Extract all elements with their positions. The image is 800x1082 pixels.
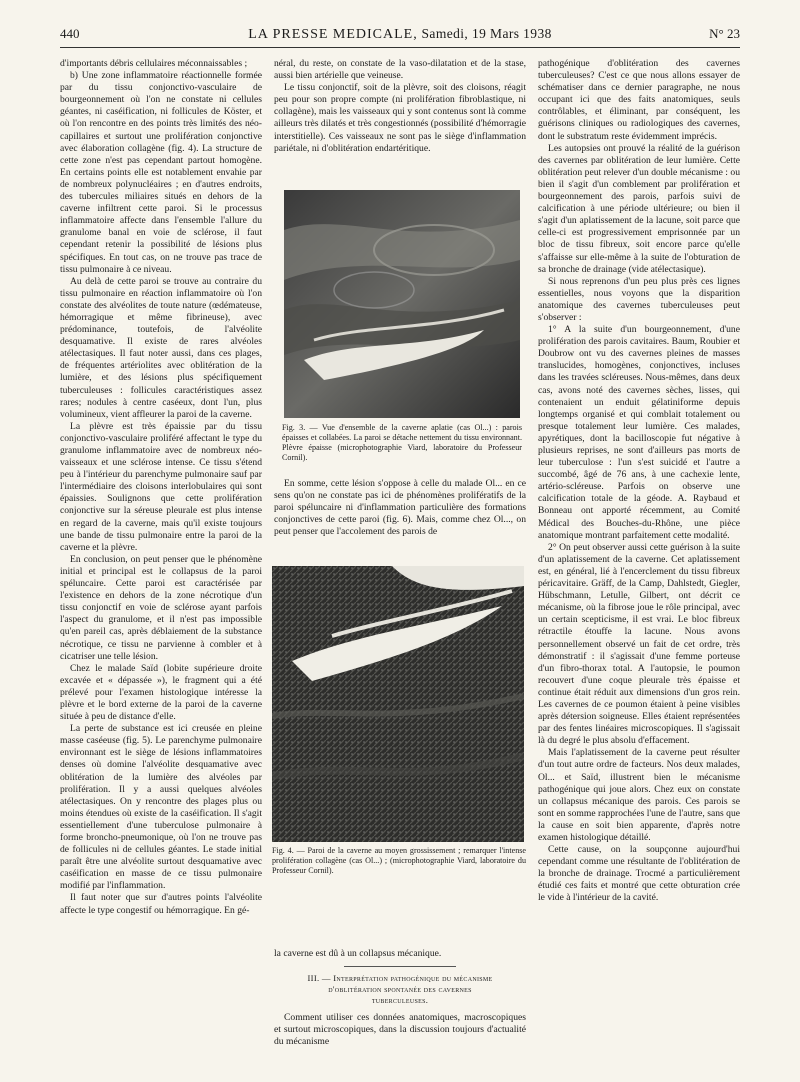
- paragraph: Si nous reprenons d'un peu plus près ces lignes essentielles, nous voyons que la disparition anatomique des cavernes tuberculeuses peut s'observer :: [538, 275, 740, 323]
- paragraph: Au delà de cette paroi se trouve au contraire du tissu pulmonaire en réaction inflammatoire où l'on constate des alvéolites de toute nature (œdémateuse, hémorragique et même fibrineuse), avec prédominance, toutefois, de l'alvéolite desquamative. Il existe de rares alvéoles atélectasiques. Il faut noter aussi, dans ces plages, de fréquentes artériolites avec oblitération de la lumière, et des lésions plus spécifiquement tuberculeuses : follicules caractéristiques assez rares; nodules à centre caséeux, dont l'un, plus volumineux, vient affleurer la paroi de la caverne.: [60, 275, 262, 420]
- paragraph: Cette cause, on la soupçonne aujourd'hui cependant comme une résultante de l'oblitération de la bronche de drainage. Trocmé a particulièrement étudié ces faits et montré que cette obturation crée le vide à l'intérieur de la cavité.: [538, 844, 740, 904]
- micrograph-image: [272, 566, 524, 842]
- journal-name: LA PRESSE MEDICALE,: [248, 27, 418, 42]
- journal-title-line: [60, 26, 740, 43]
- paragraph: La perte de substance est ici creusée en pleine masse caséeuse (fig. 5). Le parenchyme pulmonaire environnant est le siège de lésions inflammatoires denses où domine l'alvéolite desquamative avec oblitération de la lumière des alvéoles par prolifération. Il y a aussi quelques alvéoles atélectasiques. On y rencontre des plages plus ou moins étendues où existe de la caséification. Il s'agit essentiellement d'une tuberculose pulmonaire à forme broncho-pneumonique, où l'on ne trouve pas de follicules ni de cellules géantes. Le stade initial paraît être une alvéolite surtout desquamative avec caséification en masse de ce tissu pulmonaire modifié par l'inflammation.: [60, 723, 262, 892]
- micrograph-image: [284, 190, 520, 418]
- paragraph: 1° A la suite d'un bourgeonnement, d'une prolifération des parois cavitaires. Baum, Roubier et Doubrow ont vu des cavernes pleines de masses translucides, homogènes, conjonctives, incluses dans les travées scléreuses. Nous-mêmes, dans deux cas, avons noté des cavernes sèches, lisses, qui contenaient un enduit gélatiniforme depuis longtemps organisé et qui comblait totalement ou presque totalement leur lumière. Ces malades, apyrétiques, dont la bacilloscopie fut négative à plusieurs reprises, ne sont d'ailleurs pas morts de leur tuberculose : l'un s'est suicidé et l'autre a succombé, âgé de 76 ans, à une cachexie lente, artério-scléreuse. Parfois on observe une calcification totale de la géode. A. Raybaud et Bonneau ont apporté récemment, au Comité Médical des Bouches-du-Rhône, une pièce anatomique montrant parfaitement cette modalité.: [538, 324, 740, 541]
- figure-4-micrograph: [272, 566, 524, 842]
- column-middle-mid: [274, 478, 526, 538]
- figure-3-micrograph: [284, 190, 520, 418]
- paragraph: Le tissu conjonctif, soit de la plèvre, soit des cloisons, réagit peu pour son propre compte (ni prolifération fibroblastique, ni collagène), mais les vaisseaux qui y sont contenus sont là comme ailleurs très dilatés et très congestionnés (possibilité d'hémorragie interstitielle). Ces vaisseaux ne sont pas le siège d'inflammation pariétale, ni d'oblitération endartéritique.: [274, 82, 526, 154]
- paragraph: Mais l'aplatissement de la caverne peut résulter d'un tout autre ordre de facteurs. Nos deux malades, Ol... et Saïd, illustrent bien le mécanisme pathogénique qui joue alors. Chez eux on constate un collapsus mécanique des parois. Ces parois se sont en somme rapprochées l'une de l'autre, sans que la cause en soit bien apparente, d'après notre examen histologique détaillé.: [538, 747, 740, 843]
- figure-3-caption: Fig. 3. — Vue d'ensemble de la caverne aplatie (cas Ol...) : parois épaisses et collabées. La paroi se détache nettement du tissu environnant. Plèvre épaisse (microphotographie Viard, laboratoire du Professeur Cornil).: [282, 423, 522, 462]
- paragraph: Chez le malade Saïd (lobite supérieure droite excavée et « dépassée »), le fragment qui a été prélevé pour l'examen histologique intéresse la plèvre et le bord externe de la paroi de la caverne située à peu de distance d'elle.: [60, 662, 262, 723]
- section-heading-line: III. — Interprétation pathogénique du mécanisme: [307, 973, 493, 984]
- paragraph: la caverne est dû à un collapsus mécanique.: [274, 948, 442, 959]
- running-header: [60, 26, 740, 48]
- issue-number: N° 23: [709, 26, 740, 41]
- section-heading-line: d'oblitération spontanée des cavernes: [328, 984, 472, 995]
- column-left: [60, 58, 262, 917]
- issue-date: Samedi, 19 Mars 1938: [421, 26, 552, 41]
- paragraph: 2° On peut observer aussi cette guérison à la suite d'un aplatissement de la caverne. Cet aplatissement est, en général, lié à l'encerclement du tissu fibreux péricavitaire. Gräff, de la Camp, Dahlstedt, Giegler, Hübschmann, Letulle, Gilbert, ont décrit ce mécanisme, où la fibrose joue le rôle principal, avec un certain scepticisme, il est vrai. Le bloc fibreux rétractile étouffe la lacune. Nous avons personnellement observé un fait de cet ordre, très démonstratif : il s'agissait d'une femme porteuse d'un fibro-thorax total. A l'autopsie, le poumon recouvert d'une coque pleurale très épaisse et continue était réduit aux dimensions d'un gros rein. Les cavernes de ce poumon étaient à peine visibles après détersion soigneuse. Elles étaient représentées par des fentes linéaires microscopiques. Il s'agissait là du degré le plus absolu d'effacement.: [538, 541, 740, 747]
- column-right: [538, 58, 740, 905]
- paragraph: b) Une zone inflammatoire réactionnelle formée par du tissu conjonctivo-vasculaire de bourgeonnement où l'on ne constate ni cellules géantes, ni caséification, ni follicules de Köster, et où l'on rencontre en des points très limités des néo-capillaires et surtout une prolifération conjonctive avec élaboration collagène (fig. 4). La structure de cette zone n'est pas cependant partout homogène. En certains points elle est notablement envahie par de nombreux polynucléaires ; en d'autres endroits, des tubercules miliaires situés en dehors de la caverne infiltrent cette paroi. Si le processus inflammatoire affecte dans l'ensemble l'allure du granulome banal en voie de sclérose, il faut cependant retenir la possibilité de lésions plus spécifiques. En tout cas, on ne trouve pas trace de tissu pulmonaire à ce niveau.: [60, 70, 262, 275]
- section-heading: [274, 973, 526, 1006]
- page-number: 440: [60, 26, 80, 41]
- paragraph: néral, du reste, on constate de la vaso-dilatation et de la stase, aussi bien artérielle que veineuse.: [274, 58, 526, 82]
- paragraph: En somme, cette lésion s'oppose à celle du malade Ol... en ce sens qu'on ne constate pas ici de phénomènes prolifératifs de la paroi spéluncaire ni d'inflammation particulière des formations conjonctives de cette paroi (fig. 6). Mais, comme chez Ol..., on peut penser que l'accolement des parois de: [274, 478, 526, 538]
- header-rule: [60, 47, 740, 48]
- paragraph: Comment utiliser ces données anatomiques, macroscopiques et surtout microscopiques, dans la discussion toujours d'actualité du mécanisme: [274, 1012, 526, 1048]
- section-heading-line: tuberculeuses.: [371, 995, 429, 1006]
- column-middle-top: [274, 58, 526, 155]
- paragraph: Il faut noter que sur d'autres points l'alvéolite affecte le type congestif ou hémorragique. En gé-: [60, 892, 262, 916]
- paragraph: pathogénique d'oblitération des cavernes tuberculeuses? C'est ce que nous allons essayer de schématiser dans ce dernier paragraphe, ne nous occupant ici que des faits anatomiques, seuls contrôlables, et éliminant, par conséquent, les guérisons cliniques ou radiologiques des cavernes, dont le substratum reste évidemment imprécis.: [538, 58, 740, 142]
- column-middle-bottom: [274, 948, 526, 1048]
- section-rule: [344, 966, 456, 967]
- paragraph: En conclusion, on peut penser que le phénomène initial et principal est le collapsus de la paroi spéluncaire. Cette paroi est caractérisée par l'existence en dehors de la zone nécrotique d'un tissu conjonctif en voie de sclérose ayant parfois l'aspect du granulome, et il n'est pas impossible qu'en pareil cas, après déblaiement de la substance nécrotique, ce tissu ne parvienne à combler et à cicatriser une telle lésion.: [60, 553, 262, 662]
- figure-4-caption: Fig. 4. — Paroi de la caverne au moyen grossissement ; remarquer l'intense prolifération collagène (cas Ol...) ; (microphotographie Viard, laboratoire du Professeur Cornil).: [272, 846, 526, 875]
- paragraph: d'importants débris cellulaires méconnaissables ;: [60, 58, 248, 69]
- paragraph: Les autopsies ont prouvé la réalité de la guérison des cavernes par oblitération de leur lumière. Cette oblitération peut relever d'un double mécanisme : ou bien il s'agit d'un comblement par prolifération et bourgeonnement des parois, parfois suivi de calcification à une période ultérieure; ou bien il s'agit d'un aplatissement de la lacune, soit parce que celle-ci est progressivement emprisonnée par un bloc de tissu fibreux, soit encore parce qu'elle s'affaisse sur elle-même à la suite de l'obturation de sa bronche de drainage (vide atélectasique).: [538, 142, 740, 275]
- paragraph: La plèvre est très épaissie par du tissu conjonctivo-vasculaire proliféré affectant le type du granulome inflammatoire avec de nombreux néo-vaisseaux et une sclérose intense. Ce tissu s'étend peu à l'intérieur du parenchyme pulmonaire sauf par l'intermédiaire des cloisons interlobulaires qui sont épaissies. Soulignons que cette prolifération conjonctive sur la séreuse pleurale est plus intense en regard de la caverne, mais qu'il existe toujours une bande de tissu pulmonaire entre la paroi de la caverne et la plèvre.: [60, 420, 262, 553]
